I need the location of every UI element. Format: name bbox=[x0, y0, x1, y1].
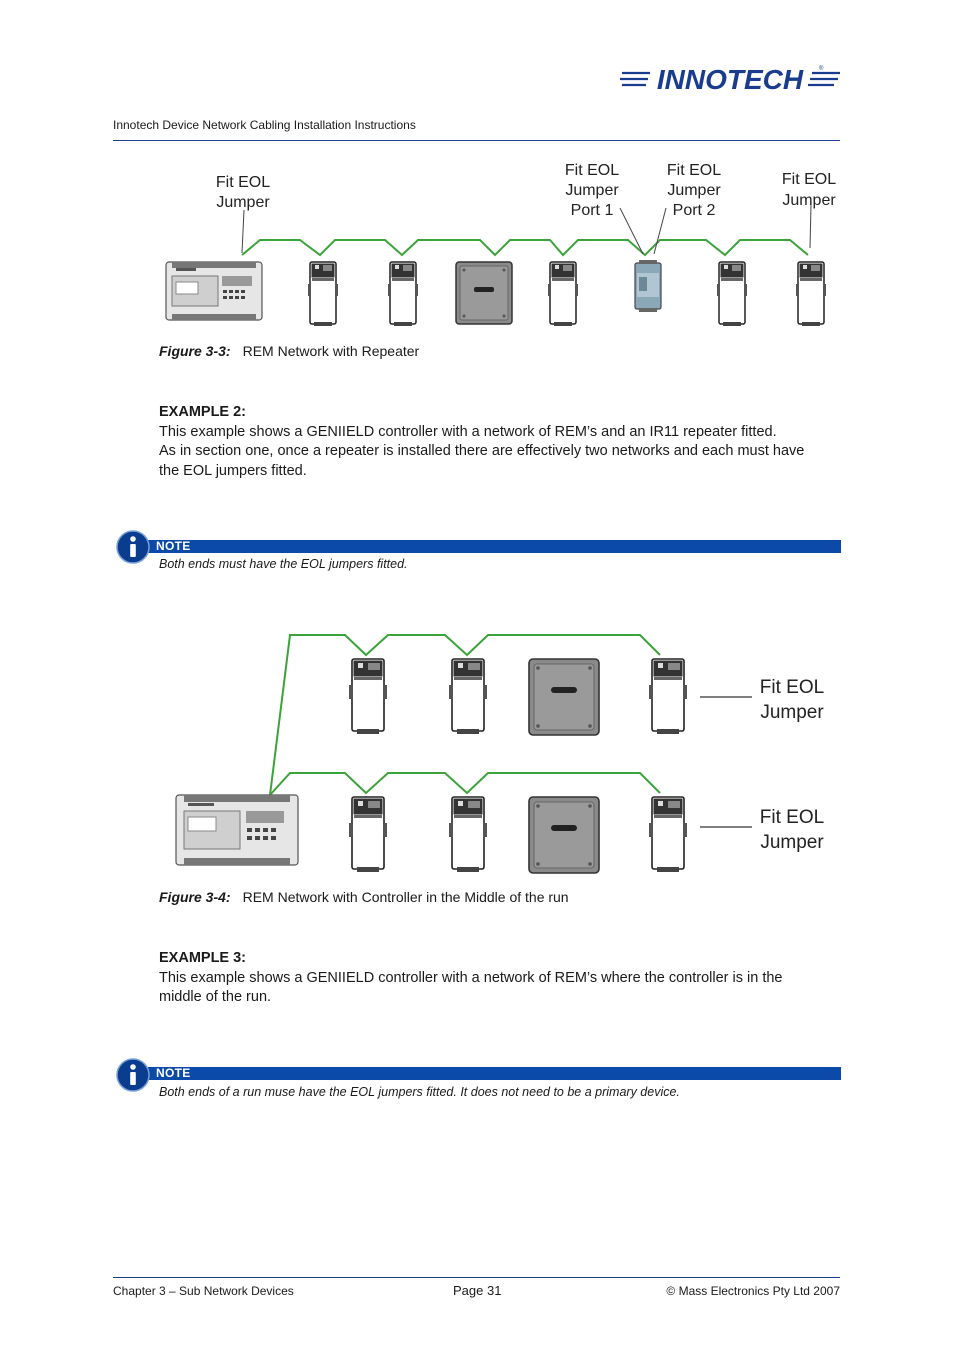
example-2-section bbox=[159, 403, 849, 481]
note-2-label: NOTE bbox=[156, 1066, 191, 1080]
port1-label-line1: Fit EOL bbox=[564, 162, 620, 179]
footer-copyright: © Mass Electronics Pty Ltd 2007 bbox=[666, 1284, 840, 1298]
innotech-logo bbox=[620, 62, 842, 96]
port2-label-line1: Fit EOL bbox=[666, 162, 722, 179]
bottom-eol-label-line2: Jumper bbox=[760, 832, 824, 853]
example-3-heading: EXAMPLE 3: bbox=[159, 950, 247, 966]
port2-label-line3: Port 2 bbox=[672, 202, 716, 219]
example-3-line-1: This example shows a GENIIELD controller with a network of REM’s where the controller is in the bbox=[159, 969, 783, 986]
figure-3-4-title: REM Network with Controller in the Middle of the run bbox=[242, 889, 569, 905]
note-2-bar bbox=[148, 1067, 841, 1080]
figure-3-3-label: Figure 3-3: bbox=[159, 343, 231, 359]
example-2-line-3: the EOL jumpers fitted. bbox=[159, 462, 307, 479]
footer-chapter: Chapter 3 – Sub Network Devices bbox=[113, 1284, 294, 1298]
example-3-line-2: middle of the run. bbox=[159, 989, 272, 1005]
eol-right-label-line2: Jumper bbox=[782, 192, 836, 209]
figure-rem-network-controller-middle bbox=[170, 625, 840, 880]
example-2-line-1: This example shows a GENIIELD controller with a network of REM’s and an IR11 repeater fitted. bbox=[159, 423, 777, 440]
header-rule bbox=[113, 140, 840, 141]
note-1-text: Both ends must have the EOL jumpers fitted. bbox=[159, 557, 408, 571]
eol-left-label-line1: Fit EOL bbox=[215, 174, 271, 191]
figure-3-4-caption bbox=[159, 889, 569, 905]
example-2-heading: EXAMPLE 2: bbox=[159, 404, 247, 420]
footer-page-number: Page 31 bbox=[453, 1283, 502, 1298]
note-2-text: Both ends of a run muse have the EOL jumpers fitted. It does not need to be a primary device. bbox=[159, 1085, 680, 1099]
info-icon bbox=[116, 1058, 150, 1092]
eol-left-label-line2: Jumper bbox=[216, 194, 270, 211]
figure-3-4-label: Figure 3-4: bbox=[159, 889, 231, 905]
bottom-eol-label-line1: Fit EOL bbox=[759, 807, 825, 828]
document-title: Innotech Device Network Cabling Installation Instructions bbox=[113, 118, 416, 132]
top-eol-label-line1: Fit EOL bbox=[759, 677, 825, 698]
port2-label-line2: Jumper bbox=[667, 182, 721, 199]
figure-3-3-caption bbox=[159, 343, 419, 359]
top-eol-label-line2: Jumper bbox=[760, 702, 824, 723]
figure-rem-network-with-repeater bbox=[150, 150, 840, 335]
port1-label-line3: Port 1 bbox=[570, 202, 614, 219]
svg-text:INNOTECH: INNOTECH bbox=[656, 64, 804, 95]
svg-text:®: ® bbox=[819, 66, 824, 72]
info-icon bbox=[116, 530, 150, 564]
example-2-line-2: As in section one, once a repeater is installed there are effectively two networks and each must have bbox=[159, 443, 805, 459]
example-3-section bbox=[159, 949, 849, 1008]
figure-3-3-title: REM Network with Repeater bbox=[242, 343, 420, 359]
footer-rule bbox=[113, 1277, 840, 1278]
note-1-bar bbox=[148, 540, 841, 553]
note-1-label: NOTE bbox=[156, 539, 191, 553]
eol-right-label-line1: Fit EOL bbox=[781, 171, 837, 188]
port1-label-line2: Jumper bbox=[565, 182, 619, 199]
